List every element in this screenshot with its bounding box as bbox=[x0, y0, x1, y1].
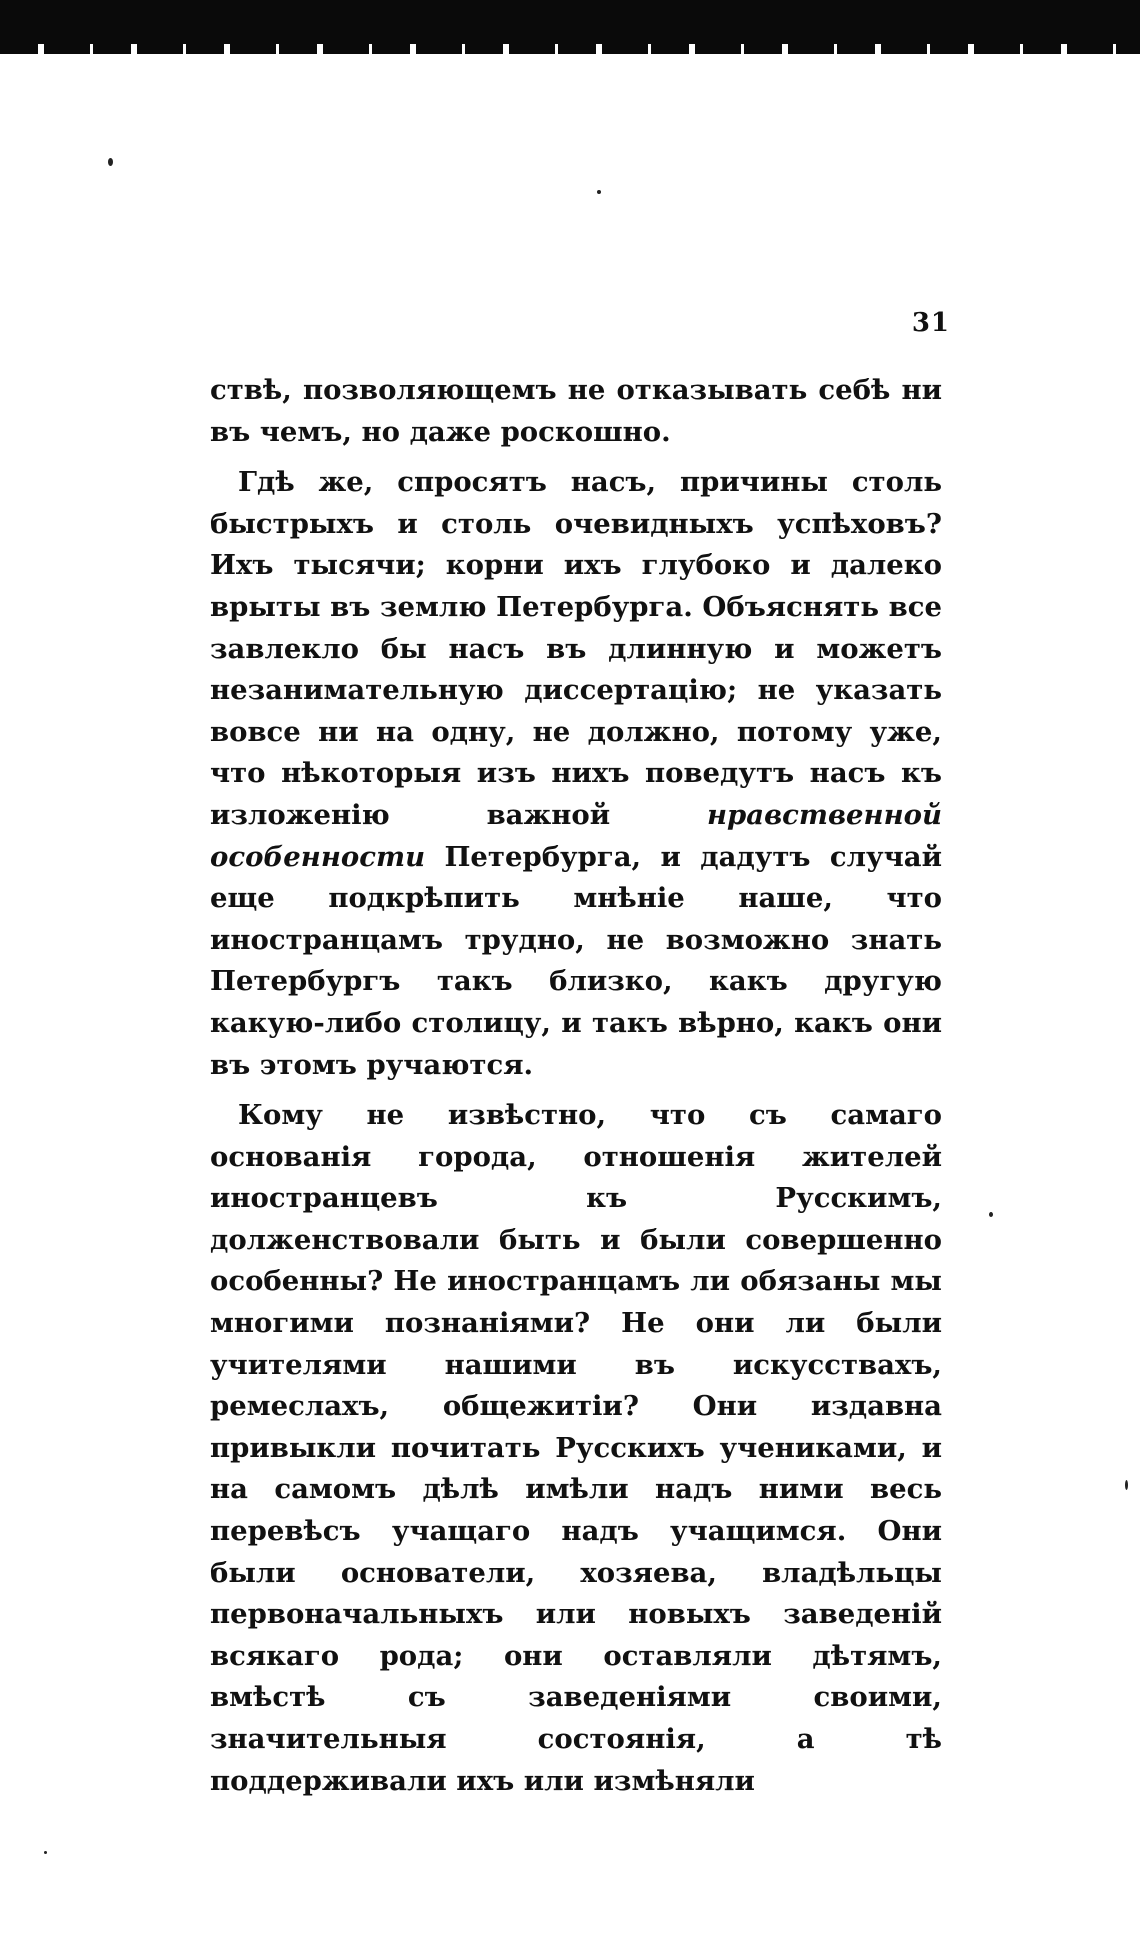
paragraph-2 bbox=[210, 462, 942, 1086]
scan-top-border-edge bbox=[0, 44, 1140, 54]
paragraph-text: Гдѣ же, спросятъ насъ, причины столь быстрыхъ и столь очевидныхъ успѣховъ? Ихъ тысячи; корни ихъ глубоко и далеко врыты въ землю Петербурга. Объяснять все завлекло бы насъ въ длинную и можетъ незанимательную диссертацію; не указать вовсе ни на одну, не должно, потому уже, что нѣкоторыя изъ нихъ поведутъ насъ къ изложенію важной bbox=[210, 466, 942, 831]
page-number: 31 bbox=[911, 308, 950, 338]
paragraph-1 bbox=[210, 370, 942, 453]
scan-speck bbox=[1125, 1480, 1128, 1490]
scan-speck bbox=[108, 158, 113, 166]
paragraph-text: Кому не извѣстно, что съ самаго основанія города, отношенія жителей иностранцевъ къ Русскимъ, долженствовали быть и были совершенно особенны? Не иностранцамъ ли обязаны мы многими познаніями? Не они ли были учителями нашими въ искусствахъ, ремеслахъ, общежитіи? Они издавна привыкли почитать Русскихъ учениками, и на самомъ дѣлѣ имѣли надъ ними весь перевѣсъ учащаго надъ учащимся. Они были основатели, хозяева, владѣльцы первоначальныхъ или новыхъ заведеній всякаго рода; они оставляли дѣтямъ, вмѣстѣ съ заведеніями своими, значительныя состоянія, а тѣ поддерживали ихъ или измѣняли bbox=[210, 1099, 942, 1797]
scan-speck bbox=[989, 1212, 993, 1217]
italic-phrase: нравственной особенности bbox=[210, 798, 942, 873]
paragraph-3 bbox=[210, 1095, 942, 1802]
paragraph-text: Петербурга, и дадутъ случай еще подкрѣпить мнѣніе наше, что иностранцамъ трудно, не возможно знать Петербургъ такъ близко, какъ другую какую-либо столицу, и такъ вѣрно, какъ они въ этомъ ручаются. bbox=[210, 840, 942, 1081]
text-column bbox=[210, 370, 942, 1811]
scan-speck bbox=[44, 1851, 47, 1854]
scan-top-border bbox=[0, 0, 1140, 48]
scan-speck bbox=[597, 190, 601, 194]
paragraph-text: ствѣ, позволяющемъ не отказывать себѣ ни въ чемъ, но даже роскошно. bbox=[210, 374, 942, 448]
